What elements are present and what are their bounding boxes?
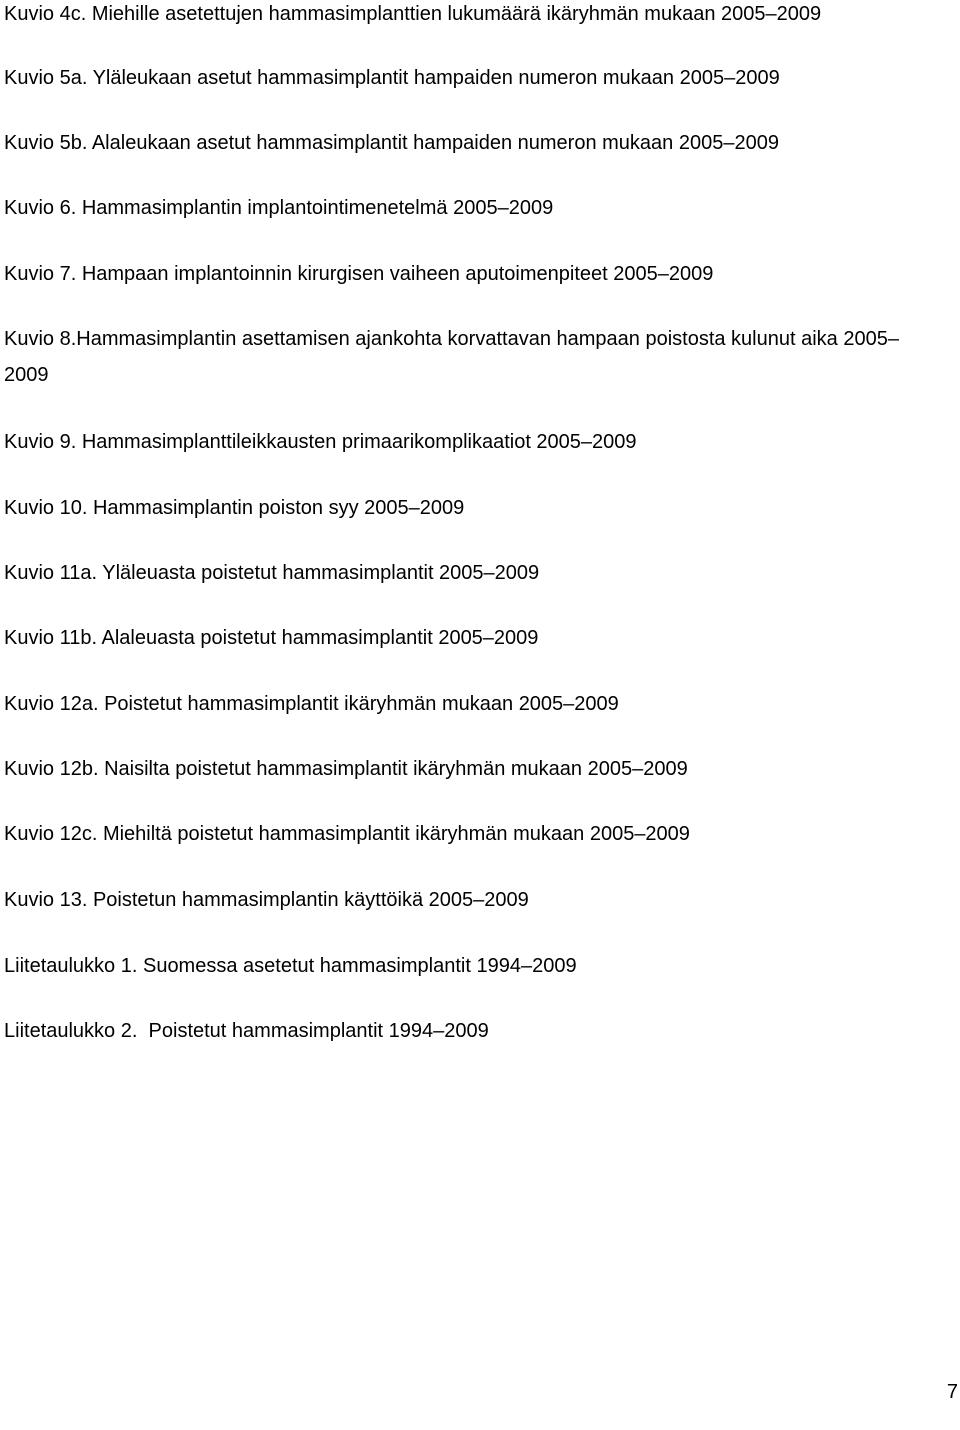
figure-caption-5b: Kuvio 5b. Alaleukaan asetut hammasimplantit hampaiden numeron mukaan 2005–2009: [4, 132, 779, 154]
figure-caption-11b: Kuvio 11b. Alaleuasta poistetut hammasimplantit 2005–2009: [4, 627, 539, 649]
figure-caption-5a: Kuvio 5a. Yläleukaan asetut hammasimplantit hampaiden numeron mukaan 2005–2009: [4, 67, 780, 89]
figure-caption-13: Kuvio 13. Poistetun hammasimplantin käyttöikä 2005–2009: [4, 889, 529, 911]
figure-caption-9: Kuvio 9. Hammasimplanttileikkausten primaarikomplikaatiot 2005–2009: [4, 431, 637, 453]
figure-caption-7: Kuvio 7. Hampaan implantoinnin kirurgisen vaiheen aputoimenpiteet 2005–2009: [4, 263, 714, 285]
figure-caption-4c: Kuvio 4c. Miehille asetettujen hammasimplanttien lukumäärä ikäryhmän mukaan 2005–2009: [4, 3, 822, 25]
figure-caption-12b: Kuvio 12b. Naisilta poistetut hammasimplantit ikäryhmän mukaan 2005–2009: [4, 758, 688, 780]
figure-caption-11a: Kuvio 11a. Yläleuasta poistetut hammasimplantit 2005–2009: [4, 562, 540, 584]
figure-caption-12c: Kuvio 12c. Miehiltä poistetut hammasimplantit ikäryhmän mukaan 2005–2009: [4, 823, 690, 845]
appendix-table-1-caption: Liitetaulukko 1. Suomessa asetetut hammasimplantit 1994–2009: [4, 955, 577, 977]
figure-caption-8: Kuvio 8.Hammasimplantin asettamisen ajankohta korvattavan hampaan poistosta kulunut aika 2005–2009: [4, 328, 899, 386]
figure-caption-6: Kuvio 6. Hammasimplantin implantointimenetelmä 2005–2009: [4, 197, 554, 219]
figure-caption-10: Kuvio 10. Hammasimplantin poiston syy 2005–2009: [4, 497, 465, 519]
page-number: 7: [946, 1381, 958, 1403]
figure-caption-12a: Kuvio 12a. Poistetut hammasimplantit ikäryhmän mukaan 2005–2009: [4, 693, 619, 715]
appendix-table-2-caption: Liitetaulukko 2. Poistetut hammasimplantit 1994–2009: [4, 1020, 489, 1042]
